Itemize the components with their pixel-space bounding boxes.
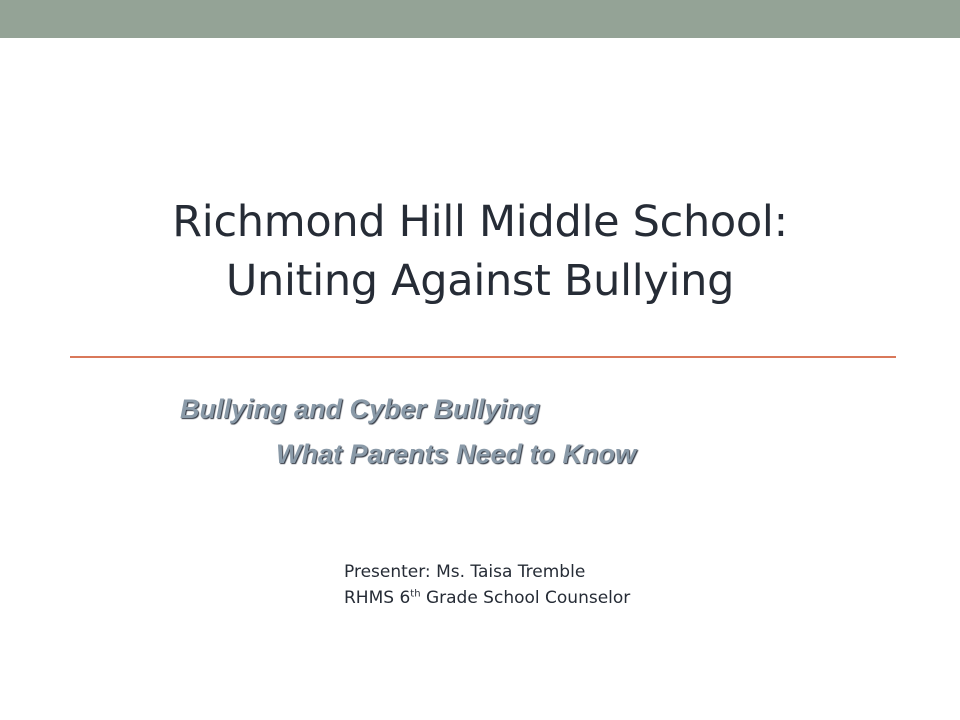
title-divider: [70, 356, 896, 358]
presenter-info: [344, 559, 630, 611]
title-line-1: Richmond Hill Middle School:: [172, 197, 788, 247]
title-line-2: Uniting Against Bullying: [225, 256, 735, 306]
role-suffix: Grade School Counselor: [420, 588, 631, 608]
subtitle-line-1: Bullying and Cyber Bullying: [180, 394, 541, 424]
presenter-role: [344, 585, 630, 611]
presenter-name: Presenter: Ms. Taisa Tremble: [344, 562, 586, 582]
slide-title: [60, 193, 900, 311]
role-prefix: RHMS 6: [344, 588, 411, 608]
top-accent-bar: [0, 0, 960, 38]
subtitle-line-2: What Parents Need to Know: [276, 439, 637, 469]
role-superscript: th: [410, 588, 421, 600]
